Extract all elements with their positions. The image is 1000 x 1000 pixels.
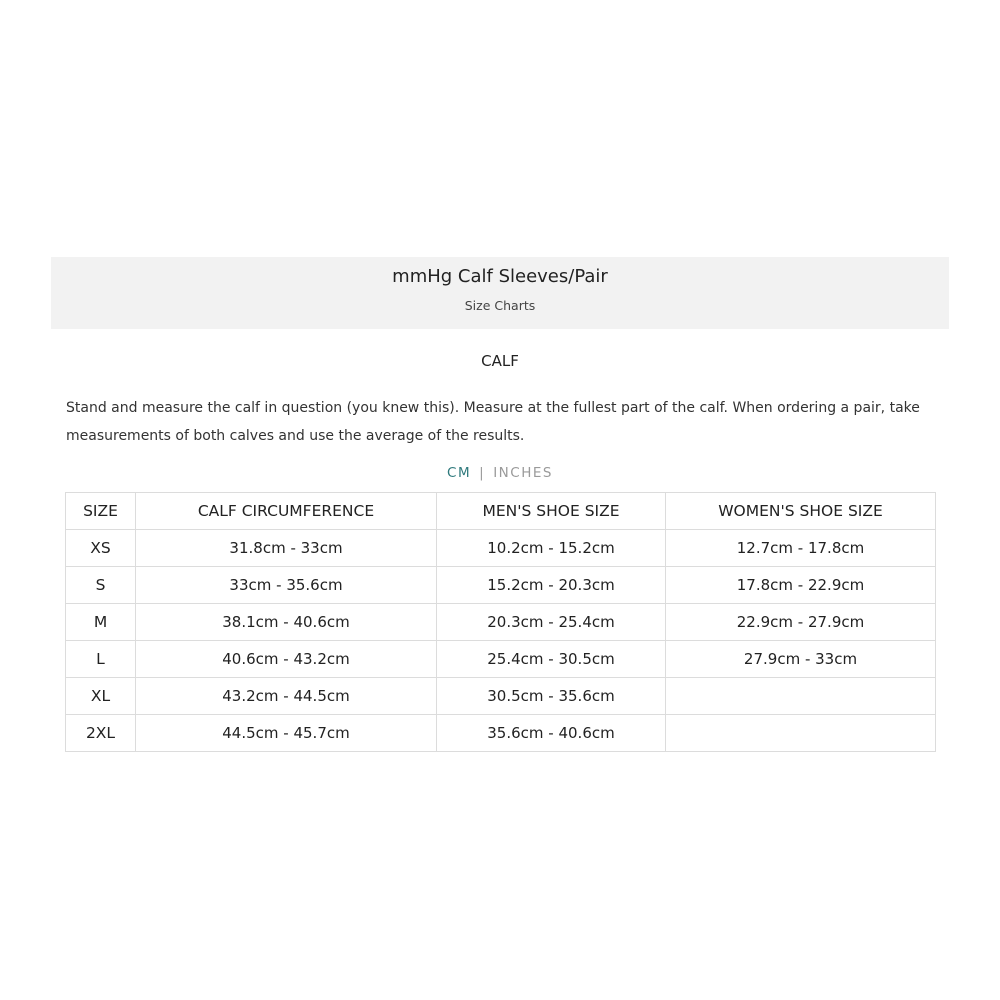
calf-cell: 43.2cm - 44.5cm [136, 678, 437, 715]
table-row [66, 604, 936, 641]
header-calf-circumference: CALF CIRCUMFERENCE [136, 493, 437, 530]
table-row [66, 567, 936, 604]
unit-inches-tab[interactable]: INCHES [493, 465, 553, 481]
womens-shoe-cell: 22.9cm - 27.9cm [666, 604, 936, 641]
section-title: CALF [481, 352, 519, 370]
size-cell: S [66, 567, 136, 604]
womens-shoe-cell: 17.8cm - 22.9cm [666, 567, 936, 604]
calf-cell: 44.5cm - 45.7cm [136, 715, 437, 752]
table-row [66, 715, 936, 752]
size-cell: L [66, 641, 136, 678]
mens-shoe-cell: 15.2cm - 20.3cm [437, 567, 666, 604]
size-chart-table [65, 492, 936, 752]
mens-shoe-cell: 25.4cm - 30.5cm [437, 641, 666, 678]
header-size: SIZE [66, 493, 136, 530]
size-cell: XS [66, 530, 136, 567]
unit-cm-tab[interactable]: CM [447, 465, 472, 481]
calf-cell: 38.1cm - 40.6cm [136, 604, 437, 641]
table-row [66, 641, 936, 678]
womens-shoe-cell: 27.9cm - 33cm [666, 641, 936, 678]
page-subtitle: Size Charts [464, 298, 536, 313]
mens-shoe-cell: 20.3cm - 25.4cm [437, 604, 666, 641]
womens-shoe-cell [666, 715, 936, 752]
size-cell: 2XL [66, 715, 136, 752]
womens-shoe-cell: 12.7cm - 17.8cm [666, 530, 936, 567]
unit-separator: | [479, 465, 486, 481]
calf-cell: 31.8cm - 33cm [136, 530, 437, 567]
calf-cell: 33cm - 35.6cm [136, 567, 437, 604]
mens-shoe-cell: 30.5cm - 35.6cm [437, 678, 666, 715]
product-title: mmHg Calf Sleeves/Pair [392, 266, 608, 287]
size-cell: M [66, 604, 136, 641]
header-womens-shoe-size: WOMEN'S SHOE SIZE [666, 493, 936, 530]
header-mens-shoe-size: MEN'S SHOE SIZE [437, 493, 666, 530]
table-row [66, 678, 936, 715]
measurement-instructions: Stand and measure the calf in question (you knew this). Measure at the fullest part of the calf. When ordering a pair, take measurements of both calves and use the average of the results. [66, 400, 920, 444]
calf-cell: 40.6cm - 43.2cm [136, 641, 437, 678]
mens-shoe-cell: 10.2cm - 15.2cm [437, 530, 666, 567]
table-header-row [66, 493, 936, 530]
size-cell: XL [66, 678, 136, 715]
table-row [66, 530, 936, 567]
womens-shoe-cell [666, 678, 936, 715]
mens-shoe-cell: 35.6cm - 40.6cm [437, 715, 666, 752]
unit-toggle [0, 465, 1000, 481]
chart-header [51, 257, 949, 329]
